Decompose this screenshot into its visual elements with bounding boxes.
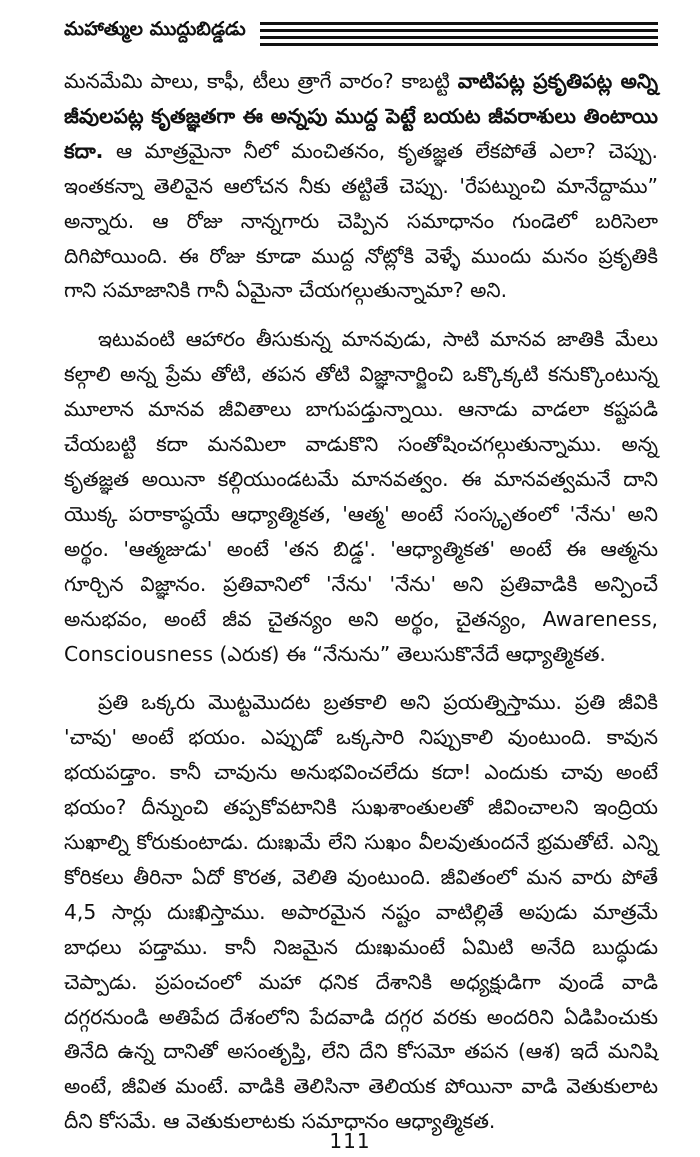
page-header bbox=[64, 0, 658, 64]
body-text bbox=[64, 64, 658, 1139]
header-rules bbox=[260, 22, 658, 50]
paragraph-1-emphasis: వాటిపట్ల ప్రకృతిపట్ల అన్ని జీవులపట్ల కృతజ్ఞతగా ఈ అన్నపు ముద్ద పెట్టే బయట జీవరాశులు తింటాయి కదా. bbox=[64, 69, 659, 163]
header-rule bbox=[260, 29, 658, 32]
header-rule bbox=[260, 22, 658, 25]
header-rule bbox=[260, 36, 658, 39]
header-rule bbox=[260, 43, 658, 46]
running-title: మహాత్ముల ముద్దుబిడ్డడు bbox=[64, 18, 246, 40]
paragraph-2: ఇటువంటి ఆహారం తీసుకున్న మానవుడు, సాటి మానవ జాతికి మేలు కల్గాలి అన్న ప్రేమ తోటి, తపన తోటి విజ్ఞానార్జించి ఒక్కొక్కటి కనుక్కొంటున్న మూలాన మానవ జీవితాలు బాగుపడ్తున్నాయి. ఆనాడు వాడలా కష్టపడి చేయబట్టి కదా మనమిలా వాడుకొని సంతోషించగల్గుతున్నాము. అన్న కృతజ్ఞత అయినా కల్గియుండటమే మానవత్వం. ఈ మానవత్వమనే దాని యొక్క పరాకాష్ఠయే ఆధ్యాత్మికత, 'ఆత్మ' అంటే సంస్కృతంలో 'నేను' అని అర్థం. 'ఆత్మజుడు' అంటే 'తన బిడ్డ'. 'ఆధ్యాత్మికత' అంటే ఈ ఆత్మను గూర్చిన విజ్ఞానం. ప్రతివానిలో 'నేను' 'నేను' అని ప్రతివాడికి అన్పించే అనుభవం, అంటే జీవ చైతన్యం అని అర్థం, చైతన్యం, Awareness, Consciousness (ఎరుక) ఈ “నేనును” తెలుసుకొనేదే ఆధ్యాత్మికత. bbox=[64, 327, 658, 666]
paragraph-3: ప్రతి ఒక్కరు మొట్టమొదట బ్రతకాలి అని ప్రయత్నిస్తాము. ప్రతి జీవికి 'చావు' అంటే భయం. ఎప్పుడో ఒక్కసారి నిప్పుకాలి వుంటుంది. కావున భయపడ్తాం. కానీ చావును అనుభవించలేదు కదా! ఎందుకు చావు అంటే భయం? దీన్నుంచి తప్పకోవటానికి సుఖశాంతులతో జీవించాలని ఇంద్రియ సుఖాల్ని కోరుకుంటాడు. దుఃఖమే లేని సుఖం వీలవుతుందనే భ్రమతోటే. ఎన్ని కోరికలు తీరినా ఏదో కొరత, వెలితి వుంటుంది. జీవితంలో మన వారు పోతే 4,5 సార్లు దుఃఖిస్తాము. అపారమైన నష్టం వాటిల్లితే అపుడు మాత్రమే బాధలు పడ్తాము. కానీ నిజమైన దుఃఖమంటే ఏమిటి అనేది బుద్ధుడు చెప్పాడు. ప్రపంచంలో మహా ధనిక దేశానికి అధ్యక్షుడిగా వుండే వాడి దగ్గరనుండి అతిపేద దేశంలోని పేదవాడి దగ్గర వరకు అందరిని ఏడిపించుకు తినేది ఉన్న దానితో అసంతృప్తి, లేని దేని కోసమో తపన (ఆశ) ఇదే మనిషి అంటే, జీవిత మంటే. వాడికి తెలిసినా తెలియక పోయినా వాడి వెతుకులాట దీని కోసమే. ఆ వెతుకులాటకు సమాధానం ఆధ్యాత్మికత. bbox=[64, 690, 658, 1134]
page-number: 111 bbox=[329, 1129, 371, 1153]
paragraph-1 bbox=[64, 64, 658, 308]
paragraph-1-lead: మనమేమి పాలు, కాఫీ, టీలు త్రాగే వారం? కాబట్టి bbox=[64, 69, 450, 93]
paragraph-1-rest: ఆ మాత్రమైనా నీలో మంచితనం, కృతజ్ఞత లేకపోతే ఎలా? చెప్పు. ఇంతకన్నా తెలివైన ఆలోచన నీకు తట్టితే చెప్పు. 'రేపట్నుంచి మానేద్దాము” అన్నారు. ఆ రోజు నాన్నగారు చెప్పిన సమాధానం గుండెలో బరిసెలా దిగిపోయింది. ఈ రోజు కూడా ముద్ద నోట్లోకి వెళ్ళే ముందు మనం ప్రకృతికి గాని సమాజానికి గానీ ఏమైనా చేయగల్గుతున్నామా? అని. bbox=[64, 138, 658, 303]
